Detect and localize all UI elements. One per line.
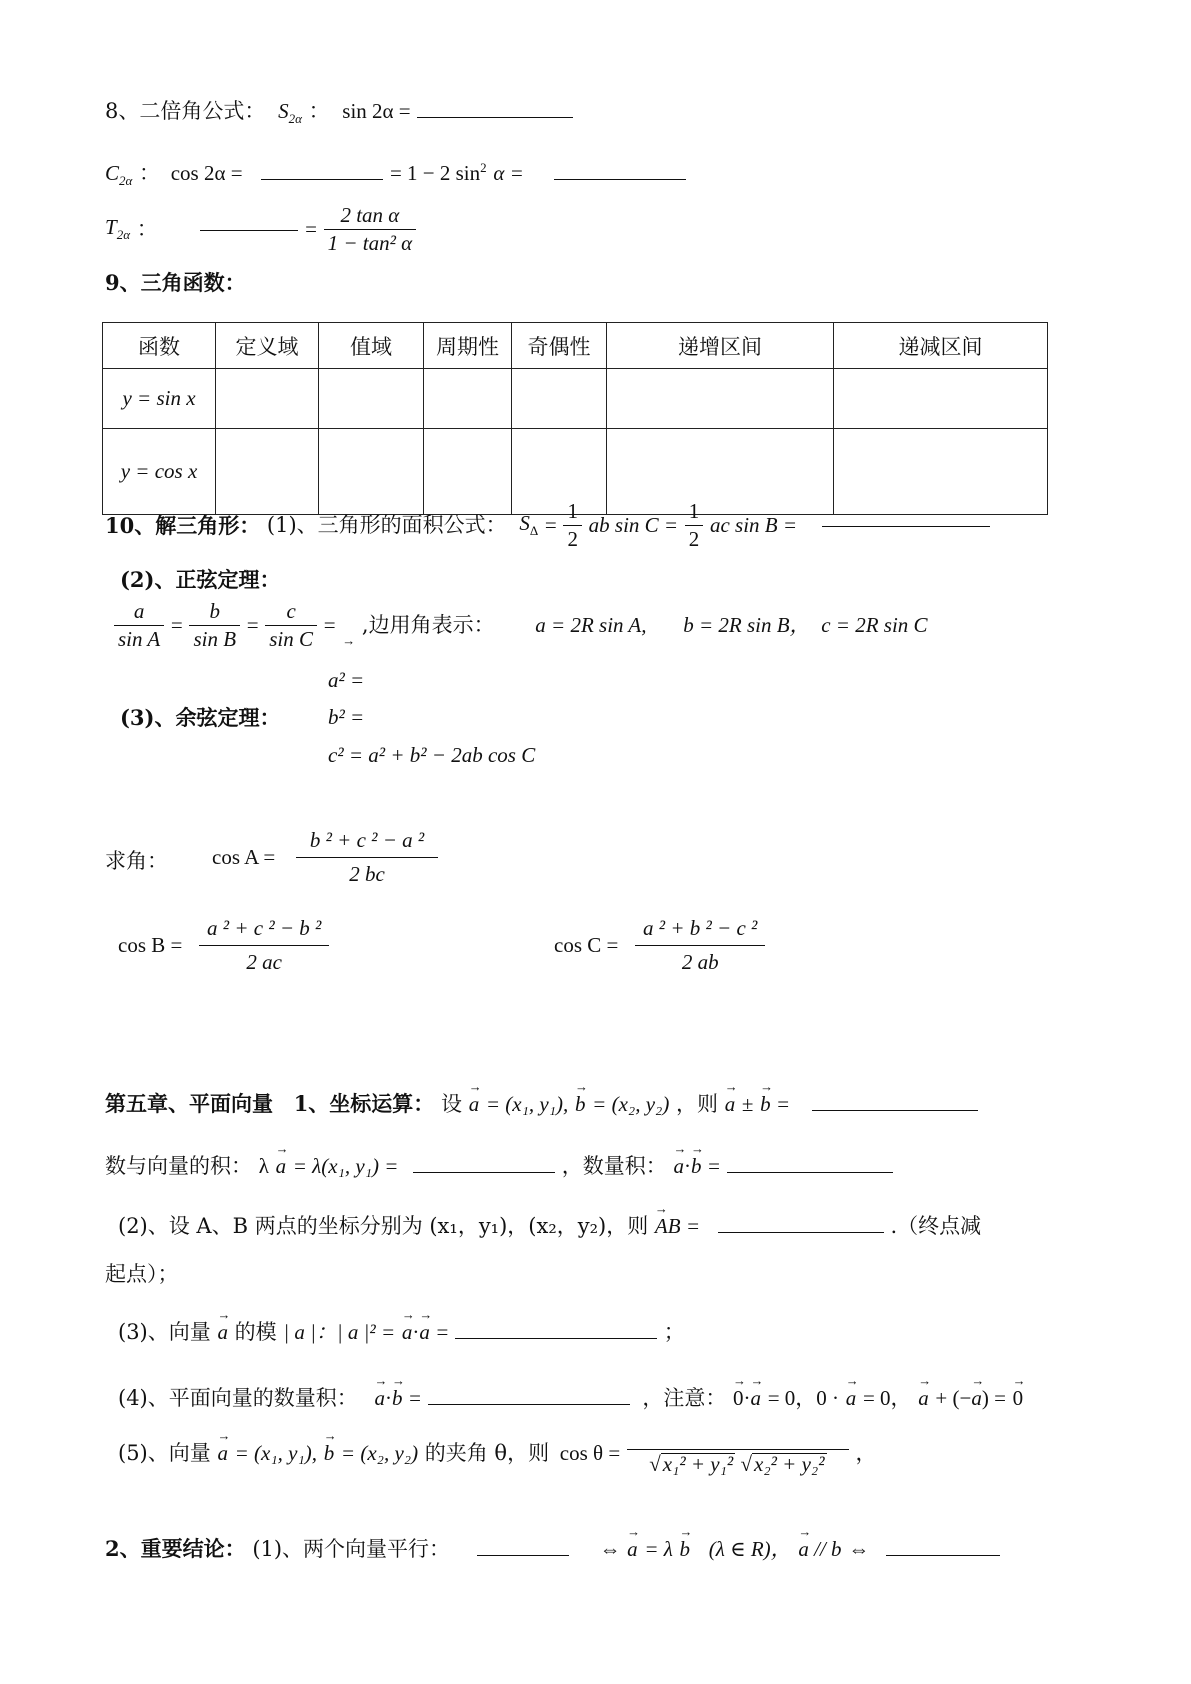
section-10-line-1 xyxy=(105,501,990,550)
header-increasing: 递增区间 xyxy=(607,323,834,369)
t2a-label: T xyxy=(105,215,117,240)
trig-table-header xyxy=(103,323,1048,369)
vec-b: → b xyxy=(691,1156,702,1177)
vec-a: → a xyxy=(402,1322,413,1343)
scalar-blank[interactable] xyxy=(413,1171,555,1173)
sine-arrow: → xyxy=(342,633,356,648)
tan2a-num: 2 tan α xyxy=(340,203,400,227)
half-num: 1 xyxy=(567,499,578,523)
p5-text: (5)、向量 xyxy=(118,1441,211,1465)
trig-table xyxy=(102,322,1048,515)
cos-law-b2: b² = xyxy=(328,705,365,729)
vec-a: → a xyxy=(918,1388,929,1409)
row-sin-func: y = sin x xyxy=(103,369,216,429)
p4-text: (4)、平面向量的数量积： xyxy=(118,1386,358,1410)
ch5-line-5 xyxy=(118,1388,1023,1409)
ch5-line-4 xyxy=(118,1322,685,1343)
sine-den-a: sin A xyxy=(114,625,164,650)
cell-empty[interactable] xyxy=(319,369,424,429)
eq-sign: = xyxy=(409,1386,421,1410)
cosB-label: cos B = xyxy=(118,933,183,957)
table-row xyxy=(103,369,1048,429)
c2a-colon: ： xyxy=(139,161,161,185)
parallel-expr: → a // b xyxy=(798,1539,841,1560)
cos2a-mid: = 1 − 2 sin xyxy=(389,161,481,185)
cosA-fraction xyxy=(296,830,438,885)
c2a-label: C xyxy=(105,161,120,185)
vec-b-def: = (x₂, y₂) xyxy=(340,1441,419,1465)
conclusion-line xyxy=(105,1538,1000,1560)
sine-law-title: (2)、正弦定理： xyxy=(120,567,281,592)
p5-end: ， xyxy=(855,1441,877,1465)
eq-sign: = xyxy=(246,613,259,637)
angle-title: 求角： xyxy=(105,849,168,873)
p4-note: ，注意： xyxy=(642,1386,727,1410)
vec-a: → a xyxy=(276,1156,287,1177)
sine-a: a = 2R sin A, xyxy=(535,613,647,637)
dot-blank[interactable] xyxy=(727,1171,893,1173)
ch5-set: 设 xyxy=(441,1092,462,1116)
p5-den: √x₁² + y₁² √x₂² + y₂² xyxy=(627,1449,849,1475)
cell-empty[interactable] xyxy=(607,369,834,429)
vec-a: → a xyxy=(725,1094,736,1115)
mod-blank[interactable] xyxy=(455,1337,657,1339)
cosC-line xyxy=(554,918,765,973)
cos2a-end: α = xyxy=(493,161,524,185)
area-term-1: ab sin C = xyxy=(588,513,679,537)
vec-a: → a xyxy=(374,1388,385,1409)
p5-mid: 的夹角 θ，则 xyxy=(424,1441,550,1465)
cosC-label: cos C = xyxy=(554,933,619,957)
row-cos-func: y = cos x xyxy=(103,429,216,515)
p5-den-1: x₁² + y₁² xyxy=(662,1452,734,1476)
header-period: 周期性 xyxy=(424,323,512,369)
p2-text: (2)、设 A、B 两点的坐标分别为 (x₁，y₁)，(x₂，y₂)，则 xyxy=(118,1214,649,1238)
c2a-sub: 2α xyxy=(119,173,133,189)
cosA-line xyxy=(212,830,438,885)
vec-a-def: = (x₁, y₁), xyxy=(485,1092,569,1116)
p3-text: (3)、向量 xyxy=(118,1320,211,1344)
sine-den-b: sin B xyxy=(189,625,240,650)
sin2a-blank[interactable] xyxy=(417,116,573,118)
dot-symbol: · xyxy=(412,1320,420,1344)
cos2a-sup: 2 xyxy=(480,160,487,175)
s2-cond: (λ ∈ R)， xyxy=(708,1537,792,1561)
p5-den-2: x₂² + y₂² xyxy=(754,1452,825,1476)
s2a-colon: ： xyxy=(308,99,330,123)
header-parity: 奇偶性 xyxy=(512,323,607,369)
sine-c: c = 2R sin C xyxy=(821,613,928,637)
cosC-fraction xyxy=(635,918,765,973)
cos2a-blank-2[interactable] xyxy=(554,178,686,180)
sine-num-c: c xyxy=(286,599,296,623)
eq-sign: = xyxy=(687,1214,700,1238)
sine-num-a: a xyxy=(133,599,145,623)
parallel-blank-2[interactable] xyxy=(886,1554,1000,1556)
sine-law-line xyxy=(114,601,928,650)
p5-cos: cos θ = xyxy=(559,1441,621,1465)
ch5-then: ，则 xyxy=(676,1092,718,1116)
half-fraction-2 xyxy=(685,501,704,550)
cosC-num: a ² + b ² − c ² xyxy=(643,916,758,940)
iff-symbol-2: ⇔ xyxy=(848,1537,870,1561)
vec-b-def: = (x₂, y₂) xyxy=(592,1092,670,1116)
parallel-blank-1[interactable] xyxy=(477,1554,569,1556)
vec-a: → a xyxy=(971,1388,982,1409)
s2a-label: S xyxy=(278,99,289,123)
area-blank[interactable] xyxy=(822,525,990,527)
cosB-fraction xyxy=(199,918,329,973)
lambda-symbol: λ xyxy=(258,1154,269,1178)
vec-a: → a xyxy=(751,1388,762,1409)
area-intro: (1)、三角形的面积公式： xyxy=(266,513,507,537)
s2-expr: = λ xyxy=(644,1537,673,1561)
cosB-num: a ² + c ² − b ² xyxy=(207,916,322,940)
dot-title: ，数量积： xyxy=(561,1154,667,1178)
cosC-den: 2 ab xyxy=(635,945,765,973)
section-9-title: 9、三角函数： xyxy=(105,270,246,295)
t2a-colon: ： xyxy=(136,217,158,241)
area-sub: Δ xyxy=(529,523,539,539)
vec-a: → a xyxy=(217,1443,228,1464)
half-num: 1 xyxy=(688,499,700,523)
cosB-line xyxy=(118,918,329,973)
vec-a: → a xyxy=(217,1322,228,1343)
dot-symbol: · xyxy=(683,1154,691,1178)
half-den: 2 xyxy=(563,525,582,550)
sum-blank[interactable] xyxy=(812,1109,978,1111)
section-8-line-3 xyxy=(105,205,416,254)
header-range: 值域 xyxy=(319,323,424,369)
vec-b: → b xyxy=(392,1388,403,1409)
scalar-title: 数与向量的积： xyxy=(105,1154,252,1178)
ch5-coord-title: 1、坐标运算： xyxy=(293,1091,435,1116)
cosA-num: b ² + c ² − a ² xyxy=(309,828,425,852)
p3-mod: | a |：| a |² = xyxy=(283,1320,396,1344)
area-s: S xyxy=(519,511,530,536)
tan2a-blank[interactable] xyxy=(200,229,298,231)
p4-n2: = 0，0 · xyxy=(767,1386,840,1410)
eq-sign: = xyxy=(436,1320,449,1344)
header-decreasing: 递减区间 xyxy=(834,323,1048,369)
header-function: 函数 xyxy=(103,323,216,369)
sine-text: ,边用角表示： xyxy=(361,613,495,637)
cosB-den: 2 ac xyxy=(199,945,329,973)
sine-frac-a xyxy=(114,601,164,650)
ch5-line-3 xyxy=(118,1216,981,1237)
vec-b: → b xyxy=(680,1539,691,1560)
cos2a-blank-1[interactable] xyxy=(261,178,383,180)
p4-n5: ) = xyxy=(981,1386,1006,1410)
ch5-line-2 xyxy=(105,1156,893,1177)
section-8-line-1 xyxy=(105,101,573,125)
vec-a-def: = (x₁, y₁), xyxy=(234,1441,318,1465)
p2-line-2: 起点）； xyxy=(105,1262,179,1286)
p4-blank[interactable] xyxy=(428,1403,630,1405)
vec-b: → b xyxy=(324,1443,335,1464)
cell-empty[interactable] xyxy=(216,369,319,429)
vec-a: → a xyxy=(627,1539,638,1560)
cell-empty[interactable] xyxy=(512,369,607,429)
ch5-line-1 xyxy=(105,1093,978,1115)
vec-a: → a xyxy=(419,1322,430,1343)
vec-a: → a xyxy=(846,1388,857,1409)
cos2a-expr: cos 2α = xyxy=(170,161,243,185)
vec-AB: → AB xyxy=(655,1216,681,1237)
cosA-den: 2 bc xyxy=(296,857,438,885)
t2a-sub: 2α xyxy=(116,227,131,243)
eq-sign: = xyxy=(708,1154,721,1178)
cell-empty[interactable] xyxy=(424,369,512,429)
ch5-title: 第五章、平面向量 xyxy=(105,1091,273,1116)
p2-end: .（终点减 xyxy=(890,1214,982,1238)
cosA-label: cos A = xyxy=(212,845,276,869)
vec-b: → b xyxy=(575,1094,586,1115)
tan2a-den: 1 − tan² α xyxy=(324,229,417,254)
eq-sign: = xyxy=(323,613,336,637)
zero-vector: → 0 xyxy=(1013,1388,1024,1409)
section-8-line-2 xyxy=(105,161,686,187)
p4-n3: = 0， xyxy=(862,1386,912,1410)
vec-a: → a xyxy=(469,1094,480,1115)
cos-law-a2: a² = xyxy=(328,668,365,692)
cos-law-c2: c² = a² + b² − 2ab cos C xyxy=(328,743,536,767)
scalar-expr: = λ(x₁, y₁) = xyxy=(292,1154,399,1178)
area-eq: = xyxy=(544,513,557,537)
p3-mid: 的模 xyxy=(234,1320,277,1344)
eq-sign: = xyxy=(777,1092,790,1116)
pm-sign: ± xyxy=(741,1092,754,1116)
sine-den-c: sin C xyxy=(265,625,317,650)
eq-sign: = xyxy=(170,613,183,637)
sine-num-b: b xyxy=(209,599,220,623)
p5-fraction xyxy=(627,1432,849,1475)
header-domain: 定义域 xyxy=(216,323,319,369)
tan2a-eq: = xyxy=(305,217,317,241)
cos-law-title: (3)、余弦定理： xyxy=(120,705,281,730)
section-8-title: 8、二倍角公式： xyxy=(105,99,266,123)
p3-end: ； xyxy=(663,1320,685,1344)
vec-a: → a xyxy=(673,1156,684,1177)
section-10-title: 10、解三角形： xyxy=(105,513,261,538)
sin2a-expr: sin 2α = xyxy=(342,99,411,123)
area-term-2: ac sin B = xyxy=(709,513,798,537)
s2-p1: (1)、两个向量平行： xyxy=(252,1537,451,1561)
tan2a-fraction xyxy=(324,205,417,254)
half-fraction-1 xyxy=(563,501,582,550)
s2-title: 2、重要结论： xyxy=(105,1536,246,1561)
sine-frac-b xyxy=(189,601,240,650)
half-den: 2 xyxy=(685,525,704,550)
sine-b: b = 2R sin B， xyxy=(683,613,811,637)
AB-blank[interactable] xyxy=(718,1231,884,1233)
dot-symbol: · xyxy=(743,1386,751,1410)
ch5-line-6 xyxy=(118,1432,877,1475)
p5-num-blank[interactable] xyxy=(627,1432,849,1449)
cell-empty[interactable] xyxy=(834,369,1048,429)
sine-frac-c xyxy=(265,601,317,650)
vec-b: → b xyxy=(760,1094,771,1115)
dot-symbol: · xyxy=(384,1386,392,1410)
s2a-sub: 2α xyxy=(288,111,302,127)
zero-vector: → 0 xyxy=(733,1388,744,1409)
p4-n4: + (− xyxy=(935,1386,972,1410)
iff-symbol: ⇔ xyxy=(599,1537,621,1561)
